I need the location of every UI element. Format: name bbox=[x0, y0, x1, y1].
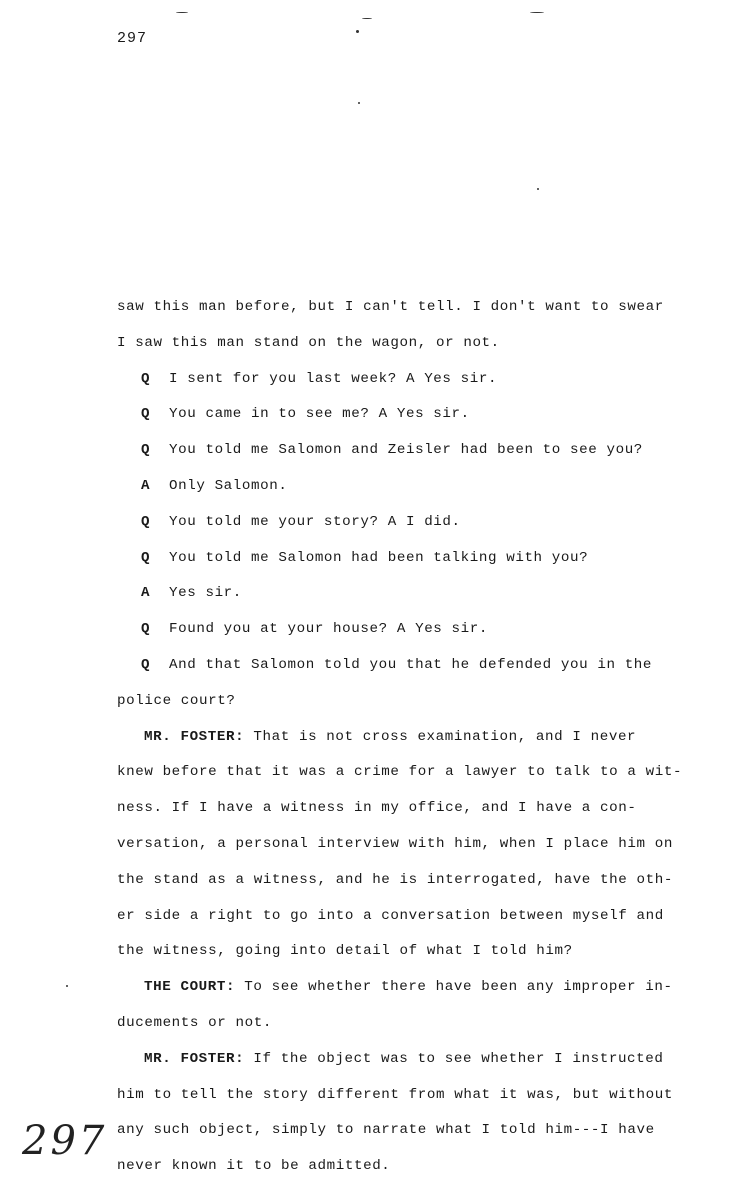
qa-mark: A bbox=[141, 585, 151, 602]
qa-line bbox=[117, 648, 707, 684]
transcript-line: the witness, going into detail of what I told him? bbox=[117, 943, 573, 960]
scan-speck bbox=[176, 12, 188, 13]
speaker-label: MR. FOSTER: bbox=[144, 728, 245, 745]
transcript-line: never known it to be admitted. bbox=[117, 1158, 391, 1175]
page-number: 297 bbox=[117, 30, 148, 47]
speech-text: That is not cross examination, and I never bbox=[253, 728, 637, 745]
qa-mark: Q bbox=[141, 549, 151, 566]
qa-mark: A bbox=[141, 477, 151, 494]
transcript-line: ness. If I have a witness in my office, and I have a con- bbox=[117, 800, 637, 817]
speaker-line bbox=[117, 1042, 707, 1078]
qa-text: Yes sir. bbox=[169, 585, 242, 602]
qa-line bbox=[117, 397, 707, 433]
speaker-line bbox=[117, 970, 707, 1006]
qa-line bbox=[117, 612, 707, 648]
handwritten-page-number: 297 bbox=[22, 1118, 108, 1164]
speaker-label: MR. FOSTER: bbox=[144, 1050, 245, 1067]
qa-line bbox=[117, 362, 707, 398]
qa-text: Only Salomon. bbox=[169, 477, 288, 494]
transcript-line: police court? bbox=[117, 692, 236, 709]
speech-text: To see whether there have been any improper in- bbox=[244, 979, 673, 996]
transcript-line: versation, a personal interview with him, when I place him on bbox=[117, 835, 673, 852]
qa-text: You told me Salomon and Zeisler had been to see you? bbox=[169, 442, 643, 459]
qa-mark: Q bbox=[141, 656, 151, 673]
qa-text: I sent for you last week? A Yes sir. bbox=[169, 370, 498, 387]
qa-mark: Q bbox=[141, 621, 151, 638]
qa-mark: Q bbox=[141, 406, 151, 423]
speaker-line bbox=[117, 720, 707, 756]
qa-line bbox=[117, 541, 707, 577]
scan-speck bbox=[358, 102, 360, 104]
scan-speck bbox=[537, 188, 539, 190]
qa-line bbox=[117, 576, 707, 612]
scan-speck bbox=[530, 12, 544, 13]
qa-mark: Q bbox=[141, 442, 151, 459]
transcript-body bbox=[117, 290, 707, 1185]
qa-line bbox=[117, 433, 707, 469]
qa-mark: Q bbox=[141, 370, 151, 387]
transcript-line: er side a right to go into a conversation between myself and bbox=[117, 907, 664, 924]
transcript-line: I saw this man stand on the wagon, or not. bbox=[117, 334, 500, 351]
speech-text: If the object was to see whether I instructed bbox=[253, 1050, 664, 1067]
transcript-line: knew before that it was a crime for a lawyer to talk to a wit- bbox=[117, 764, 683, 781]
qa-text: You told me your story? A I did. bbox=[169, 513, 461, 530]
transcript-line: ducements or not. bbox=[117, 1014, 272, 1031]
qa-line bbox=[117, 505, 707, 541]
qa-text: Found you at your house? A Yes sir. bbox=[169, 621, 488, 638]
qa-text: You came in to see me? A Yes sir. bbox=[169, 406, 470, 423]
scan-speck bbox=[66, 985, 68, 987]
scan-speck bbox=[362, 18, 372, 19]
scan-speck bbox=[356, 30, 359, 33]
qa-text: And that Salomon told you that he defended you in the bbox=[169, 656, 653, 673]
transcript-line: the stand as a witness, and he is interrogated, have the oth- bbox=[117, 871, 673, 888]
qa-mark: Q bbox=[141, 513, 151, 530]
transcript-line: any such object, simply to narrate what I told him---I have bbox=[117, 1122, 655, 1139]
transcript-line: him to tell the story different from what it was, but without bbox=[117, 1086, 673, 1103]
speaker-label: THE COURT: bbox=[144, 979, 236, 996]
transcript-line: saw this man before, but I can't tell. I don't want to swear bbox=[117, 299, 664, 315]
qa-text: You told me Salomon had been talking with you? bbox=[169, 549, 589, 566]
qa-line bbox=[117, 469, 707, 505]
